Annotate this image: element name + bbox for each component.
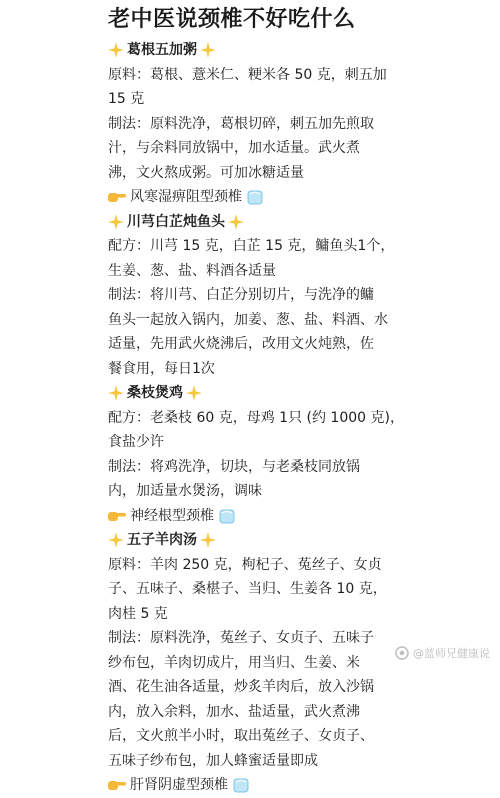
recipe-line: 制法：将川芎、白芷分别切片，与洗净的鳙: [108, 287, 374, 303]
sparkle-icon: [186, 385, 202, 401]
recipe-line: 配方：老桑枝 60 克，母鸡 1只 (约 1000 克)，: [108, 409, 404, 426]
sparkle-icon: [108, 532, 124, 548]
ice-cube-icon: [232, 776, 250, 794]
sparkle-icon: [200, 42, 216, 58]
cervical-type-label: 肝肾阴虚型颈椎: [130, 777, 228, 793]
recipe-heading: [108, 210, 490, 235]
cervical-type: [108, 504, 490, 529]
ice-cube-icon: [218, 507, 236, 525]
recipe-name: 桑枝煲鸡: [127, 385, 183, 401]
sparkle-icon: [108, 42, 124, 58]
recipe-line: 配方：川芎 15 克，白芷 15 克，鳙鱼头1个，: [108, 238, 395, 254]
recipe-line: 食盐少许: [108, 434, 164, 450]
cervical-type: [108, 773, 490, 798]
recipe-name: 五子羊肉汤: [127, 532, 197, 548]
cervical-type: [108, 185, 490, 210]
recipe-line: 制法：将鸡洗净，切块，与老桑枝同放锅: [108, 458, 360, 475]
pointing-hand-icon: [108, 509, 126, 523]
recipe-heading: [108, 38, 490, 63]
recipe-line: 原料：葛根、薏米仁、粳米各 50 克，刺五加: [108, 66, 387, 83]
cervical-type-label: 风寒湿痹阻型颈椎: [130, 189, 242, 205]
recipe-line: 汁，与余料同放锅中，加水适量。武火煮: [108, 140, 360, 156]
ice-cube-icon: [246, 188, 264, 206]
pointing-hand-icon: [108, 190, 126, 204]
recipe-line: 纱布包，羊肉切成片，用当归、生姜、米: [108, 654, 360, 671]
recipe-line: 制法：原料洗净，葛根切碎，刺五加先煎取: [108, 115, 374, 132]
pointing-hand-icon: [108, 778, 126, 792]
recipe-line: 后，文火煎半小时，取出菟丝子、女贞子、: [108, 728, 374, 744]
recipe-line: 沸，文火熬成粥。可加冰糖适量: [108, 164, 304, 181]
watermark-logo-icon: [395, 646, 409, 660]
cervical-type-label: 神经根型颈椎: [130, 507, 214, 524]
recipe-content: [108, 38, 490, 798]
recipe-line: 15 克: [108, 91, 145, 107]
sparkle-icon: [200, 532, 216, 548]
watermark: [395, 645, 490, 661]
watermark-text: @蓝师兄健康说: [413, 647, 490, 660]
recipe-line: 生姜、葱、盐、料酒各适量: [108, 262, 276, 279]
recipe-line: 五味子纱布包，加人蜂蜜适量即成: [108, 752, 318, 769]
sparkle-icon: [108, 385, 124, 401]
recipe-line: 内，放入余料，加水、盐适量，武火煮沸: [108, 703, 360, 720]
recipe-line: 酒、花生油各适量，炒炙羊肉后，放入沙锅: [108, 679, 374, 695]
recipe-line: 餐食用，每日1次: [108, 360, 215, 377]
recipe-line: 制法：原料洗净，菟丝子、女贞子、五味子: [108, 630, 374, 646]
recipe-line: 适量，先用武火烧沸后，改用文火炖熟，佐: [108, 336, 374, 352]
recipe-line: 鱼头一起放入锅内，加姜、葱、盐、料酒、水: [108, 311, 388, 328]
recipe-name: 川芎白芷炖鱼头: [127, 213, 225, 230]
sparkle-icon: [228, 214, 244, 230]
recipe-line: 原料：羊肉 250 克，枸杞子、菟丝子、女贞: [108, 556, 382, 573]
recipe-line: 子、五味子、桑椹子、当归、生姜各 10 克，: [108, 581, 387, 597]
page-title: 老中医说颈椎不好吃什么: [108, 7, 356, 32]
recipe-heading: [108, 381, 490, 406]
recipe-line: 内，加适量水煲汤，调味: [108, 483, 262, 499]
recipe-heading: [108, 528, 490, 553]
recipe-name: 葛根五加粥: [127, 42, 197, 58]
sparkle-icon: [108, 214, 124, 230]
recipe-line: 肉桂 5 克: [108, 605, 168, 622]
